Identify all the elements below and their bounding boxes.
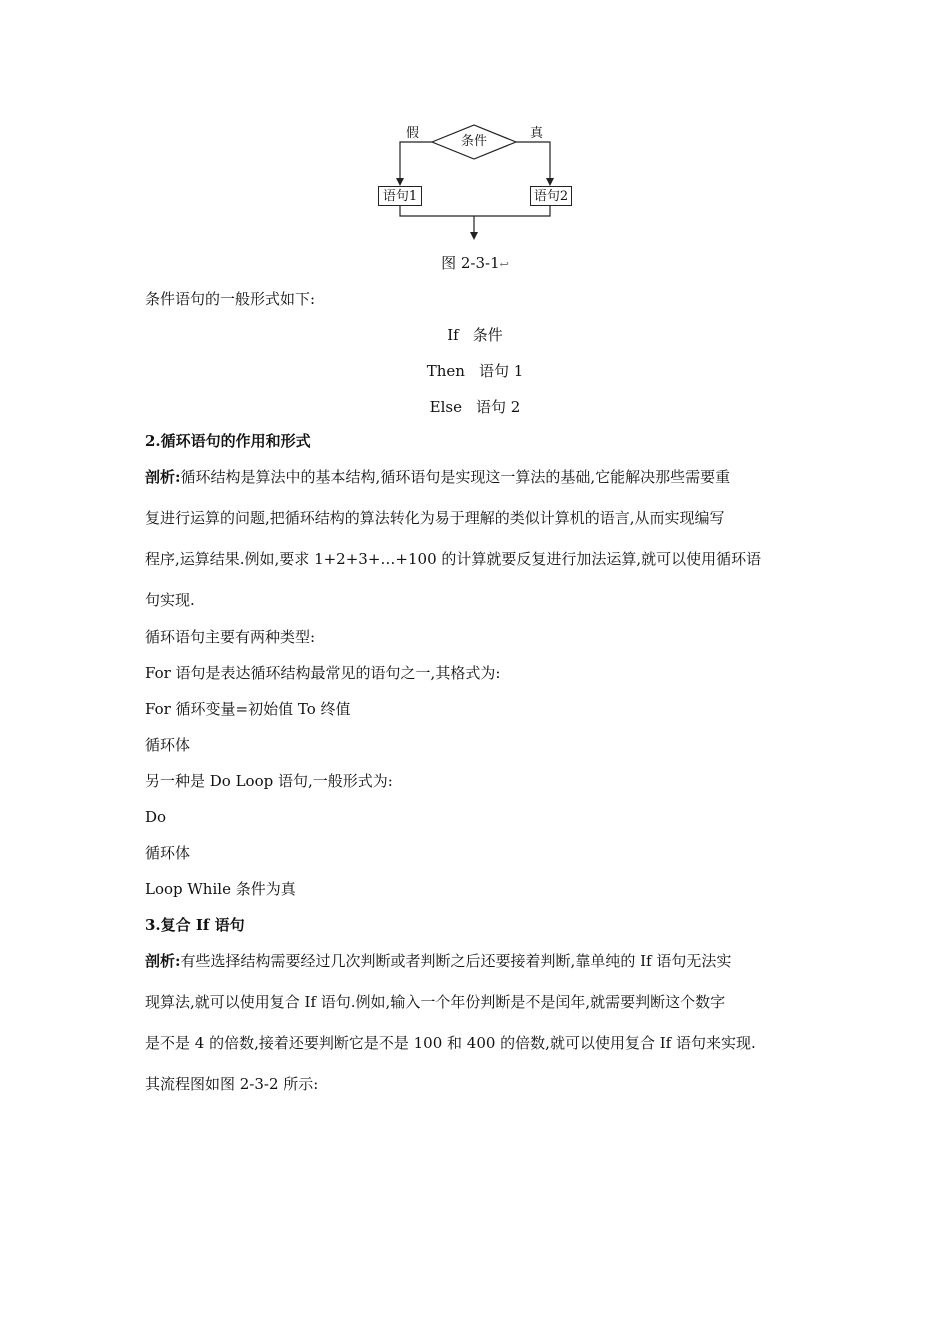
false-branch-line bbox=[400, 142, 432, 180]
exit-arrow bbox=[470, 232, 478, 240]
section2-para-line-4: 句实现. bbox=[145, 591, 195, 609]
cond-intro-text: 条件语句的一般形式如下: bbox=[145, 290, 316, 308]
paragraph-mark-icon: ↩ bbox=[499, 258, 509, 271]
section2-para-line-2: 复进行运算的问题,把循环结构的算法转化为易于理解的类似计算机的语言,从而实现编写 bbox=[145, 509, 725, 527]
section3-para-line-4: 其流程图如图 2-3-2 所示: bbox=[145, 1075, 319, 1093]
section3-heading: 3.复合 If 语句 bbox=[145, 916, 245, 934]
section2-heading: 2.循环语句的作用和形式 bbox=[145, 432, 311, 450]
code-if-keyword: If bbox=[447, 326, 459, 344]
code-then-line bbox=[0, 360, 950, 382]
condition-label: 条件 bbox=[461, 134, 488, 149]
loop-while-line: Loop While 条件为真 bbox=[145, 880, 296, 898]
code-else-line bbox=[0, 396, 950, 418]
figure-caption: 图 2-3-1 bbox=[441, 254, 500, 272]
for-body-line: 循环体 bbox=[145, 736, 191, 754]
false-arrow bbox=[396, 178, 404, 186]
section3-lead: 剖析: bbox=[145, 952, 181, 970]
section2-lead: 剖析: bbox=[145, 468, 181, 486]
figure-caption-line bbox=[0, 252, 950, 276]
true-arrow bbox=[546, 178, 554, 186]
section2-para-text-1: 循环结构是算法中的基本结构,循环语句是实现这一算法的基础,它能解决那些需要重 bbox=[180, 468, 731, 486]
section2-para-line-1 bbox=[145, 466, 730, 488]
true-label: 真 bbox=[530, 126, 544, 141]
statement1-box: 语句1 bbox=[378, 186, 422, 206]
code-else-text: 语句 2 bbox=[476, 398, 521, 416]
code-then-text: 语句 1 bbox=[478, 362, 524, 380]
section3-para-text-1: 有些选择结构需要经过几次判断或者判断之后还要接着判断,靠单纯的 If 语句无法实 bbox=[180, 952, 732, 970]
true-branch-line bbox=[516, 142, 550, 180]
merge-line bbox=[400, 206, 550, 216]
cond-intro-line bbox=[145, 288, 315, 310]
false-label: 假 bbox=[406, 126, 420, 141]
do-body-line: 循环体 bbox=[145, 844, 191, 862]
section2-para-line-3: 程序,运算结果.例如,要求 1+2+3+…+100 的计算就要反复进行加法运算,就可以使用循环语 bbox=[145, 550, 762, 568]
do-description: 另一种是 Do Loop 语句,一般形式为: bbox=[145, 772, 393, 790]
types-intro: 循环语句主要有两种类型: bbox=[145, 628, 316, 646]
statement2-box: 语句2 bbox=[530, 186, 572, 206]
for-description: For 语句是表达循环结构最常见的语句之一,其格式为: bbox=[145, 664, 501, 682]
code-if-text: 条件 bbox=[472, 326, 503, 344]
code-if-line bbox=[0, 324, 950, 346]
flowchart bbox=[370, 120, 580, 245]
for-syntax-line: For 循环变量=初始值 To 终值 bbox=[145, 700, 351, 718]
code-else-keyword: Else bbox=[429, 398, 462, 416]
section3-para-line-2: 现算法,就可以使用复合 If 语句.例如,输入一个年份判断是不是闰年,就需要判断这个数字 bbox=[145, 993, 726, 1011]
code-then-keyword: Then bbox=[426, 362, 465, 380]
section3-para-line-3: 是不是 4 的倍数,接着还要判断它是不是 100 和 400 的倍数,就可以使用复合 If 语句来实现. bbox=[145, 1034, 756, 1052]
section3-para-line-1 bbox=[145, 950, 731, 972]
do-syntax-line: Do bbox=[145, 808, 167, 826]
